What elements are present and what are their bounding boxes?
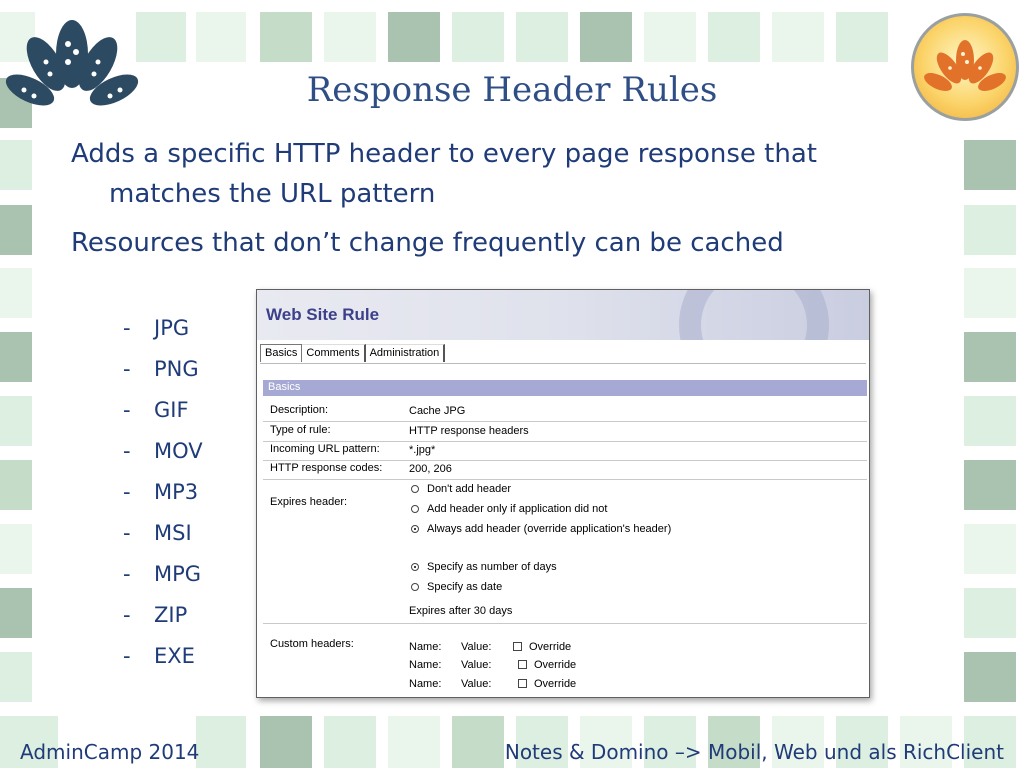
- radio-button-selected-icon[interactable]: [411, 563, 419, 571]
- tab-comments[interactable]: Comments: [302, 344, 365, 362]
- row-divider: [263, 623, 867, 624]
- list-item: - ZIP: [123, 603, 188, 627]
- name-label: Name:: [409, 641, 442, 653]
- tab-basics[interactable]: Basics: [260, 344, 302, 362]
- name-label: Name:: [409, 678, 442, 690]
- row-divider: [263, 479, 867, 480]
- window-header: [257, 290, 869, 340]
- row-divider: [263, 441, 867, 442]
- section-header-basics: Basics: [263, 380, 867, 396]
- list-item: - MPG: [123, 562, 202, 586]
- radio-add-if-missing[interactable]: Add header only if application did not: [411, 503, 607, 515]
- override-checkbox[interactable]: [518, 679, 527, 688]
- list-item: - JPG: [123, 316, 190, 340]
- radio-specify-date[interactable]: Specify as date: [411, 581, 502, 593]
- custom-header-row: [409, 641, 571, 653]
- type-of-rule-value: HTTP response headers: [409, 425, 529, 437]
- list-item: - PNG: [123, 357, 199, 381]
- row-divider: [263, 421, 867, 422]
- name-label: Name:: [409, 659, 442, 671]
- tab-bar: [260, 344, 445, 362]
- tab-administration[interactable]: Administration: [366, 344, 446, 362]
- bullet-line: Resources that don’t change frequently can be cached: [71, 228, 784, 258]
- custom-header-row: [409, 659, 576, 671]
- list-item: - EXE: [123, 644, 195, 668]
- override-checkbox[interactable]: [518, 660, 527, 669]
- radio-button-selected-icon[interactable]: [411, 525, 419, 533]
- radio-always-add-header[interactable]: Always add header (override application's header): [411, 523, 671, 535]
- override-label: Override: [534, 659, 577, 671]
- radio-button-icon[interactable]: [411, 505, 419, 513]
- response-codes-label: HTTP response codes:: [270, 462, 383, 474]
- list-item: - MSI: [123, 521, 192, 545]
- description-value: Cache JPG: [409, 405, 466, 417]
- override-label: Override: [529, 641, 572, 653]
- response-codes-value: 200, 206: [409, 463, 452, 475]
- slide-title: Response Header Rules: [306, 70, 718, 110]
- description-label: Description:: [270, 404, 329, 416]
- bullet-line-continued: matches the URL pattern: [109, 179, 436, 209]
- custom-header-row: [409, 678, 576, 690]
- url-pattern-value: *.jpg*: [409, 444, 436, 456]
- radio-dont-add-header[interactable]: Don't add header: [411, 483, 511, 495]
- window-title: Web Site Rule: [266, 305, 380, 324]
- custom-headers-label: Custom headers:: [270, 638, 354, 650]
- web-site-rule-window: [256, 289, 870, 698]
- url-pattern-label: Incoming URL pattern:: [270, 443, 380, 455]
- radio-number-of-days[interactable]: Specify as number of days: [411, 561, 557, 573]
- footer-event: AdminCamp 2014: [20, 740, 200, 764]
- value-label: Value:: [461, 659, 492, 671]
- override-label: Override: [534, 678, 577, 690]
- gear-watermark-icon: [679, 290, 829, 340]
- list-item: - GIF: [123, 398, 189, 422]
- bullet-cache-resources: [71, 223, 784, 263]
- list-item: - MOV: [123, 439, 203, 463]
- expires-header-label: Expires header:: [270, 496, 348, 508]
- tab-divider: [260, 363, 866, 364]
- expires-summary: Expires after 30 days: [409, 605, 513, 617]
- override-checkbox[interactable]: [513, 642, 522, 651]
- bullet-adds-header: [71, 134, 817, 214]
- list-item: - MP3: [123, 480, 199, 504]
- radio-button-icon[interactable]: [411, 485, 419, 493]
- type-of-rule-label: Type of rule:: [270, 424, 331, 436]
- bullet-line: Adds a specific HTTP header to every page response that: [71, 139, 817, 169]
- value-label: Value:: [461, 678, 492, 690]
- row-divider: [263, 460, 867, 461]
- radio-button-icon[interactable]: [411, 583, 419, 591]
- value-label: Value:: [461, 641, 492, 653]
- footer-session-title: Notes & Domino –> Mobil, Web und als RichClient: [504, 740, 1004, 764]
